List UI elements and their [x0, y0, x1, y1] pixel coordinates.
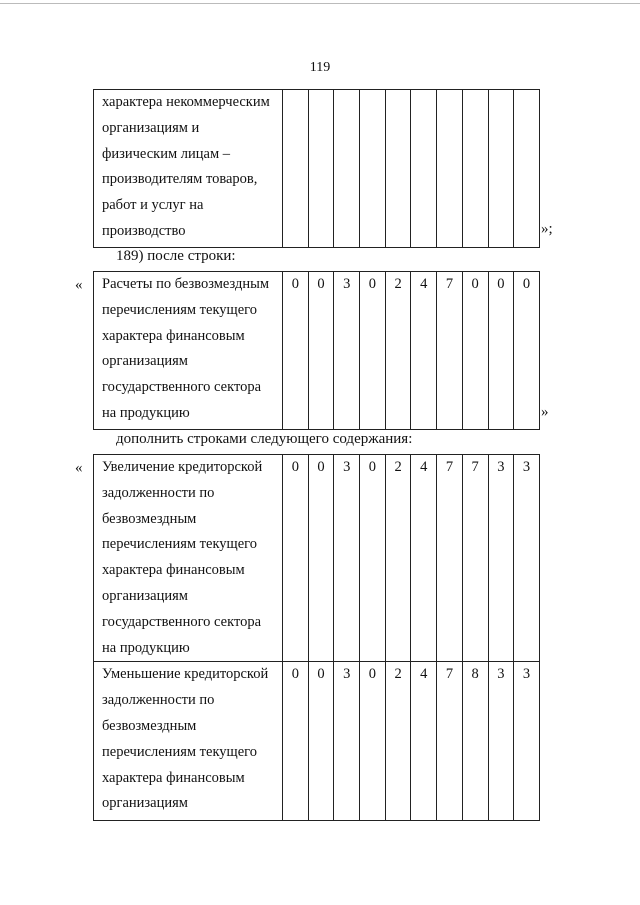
- desc-line: задолженности по: [102, 692, 215, 709]
- desc-line: физическим лицам –: [102, 145, 231, 162]
- code-digit-cell: 4: [411, 662, 437, 821]
- table-row: [94, 455, 540, 662]
- code-digit-cell: 7: [462, 455, 488, 662]
- desc-line: Уменьшение кредиторской: [102, 666, 269, 683]
- table-row: [94, 90, 540, 248]
- desc-line: перечислениям текущего: [102, 301, 257, 318]
- desc-line: Увеличение кредиторской: [102, 459, 263, 475]
- code-digit-cell: [514, 90, 540, 248]
- code-digit-cell: 4: [411, 455, 437, 662]
- desc-line: Расчеты по безвозмездным: [102, 276, 270, 292]
- table-row: [94, 272, 540, 430]
- row-description: [94, 662, 283, 821]
- desc-line: организациям и: [102, 119, 200, 136]
- code-digit-cell: [488, 90, 514, 248]
- desc-line: работ и услуг на: [102, 197, 204, 214]
- code-digit-cell: 3: [334, 455, 360, 662]
- closing-quote: »: [541, 404, 549, 420]
- table-new-rows: [93, 454, 540, 821]
- desc-line: характера финансовым: [102, 327, 245, 344]
- desc-line: безвозмездным: [102, 510, 197, 527]
- code-digit-cell: 0: [514, 272, 540, 430]
- desc-line: перечислениям текущего: [102, 743, 257, 760]
- opening-quote: «: [75, 277, 83, 293]
- code-digit-cell: [437, 90, 463, 248]
- desc-line: производство: [102, 222, 186, 239]
- code-digit-cell: [308, 90, 334, 248]
- code-digit-cell: 0: [283, 662, 309, 821]
- code-digit-cell: [283, 90, 309, 248]
- code-digit-cell: 0: [360, 272, 386, 430]
- desc-line: государственного сектора: [102, 613, 262, 630]
- code-digit-cell: [462, 90, 488, 248]
- desc-line: характера финансовым: [102, 562, 245, 579]
- code-digit-cell: 2: [385, 455, 411, 662]
- row-description: [94, 455, 283, 662]
- top-edge-line: [0, 3, 640, 4]
- code-digit-cell: [411, 90, 437, 248]
- page-number: 119: [309, 60, 331, 75]
- code-digit-cell: 4: [411, 272, 437, 430]
- desc-line: безвозмездным: [102, 717, 197, 734]
- table-reference-row: [93, 271, 540, 430]
- instruction-text: 189) после строки:: [116, 248, 236, 264]
- code-digit-cell: 7: [437, 272, 463, 430]
- code-digit-cell: 0: [283, 272, 309, 430]
- code-digit-cell: 0: [488, 272, 514, 430]
- code-digit-cell: 2: [385, 272, 411, 430]
- desc-line: перечислениям текущего: [102, 536, 257, 553]
- code-digit-cell: 3: [514, 455, 540, 662]
- code-digit-cell: [385, 90, 411, 248]
- row-description: [94, 272, 283, 430]
- instruction-text: дополнить строками следующего содержания:: [116, 431, 413, 447]
- desc-line: производителям товаров,: [102, 171, 258, 188]
- code-digit-cell: 3: [488, 455, 514, 662]
- table-continued-row: [93, 89, 540, 248]
- code-digit-cell: 3: [334, 662, 360, 821]
- opening-quote: «: [75, 460, 83, 476]
- desc-line: характера некоммерческим: [102, 94, 270, 110]
- code-digit-cell: 8: [462, 662, 488, 821]
- desc-line: организациям: [102, 587, 188, 604]
- desc-line: характера финансовым: [102, 769, 245, 786]
- closing-quote: »;: [541, 221, 553, 237]
- code-digit-cell: 7: [437, 455, 463, 662]
- code-digit-cell: 7: [437, 662, 463, 821]
- code-digit-cell: 0: [308, 662, 334, 821]
- desc-line: на продукцию: [102, 639, 190, 656]
- desc-line: организациям: [102, 353, 188, 370]
- desc-line: государственного сектора: [102, 379, 262, 396]
- code-digit-cell: 0: [308, 455, 334, 662]
- code-digit-cell: 3: [334, 272, 360, 430]
- code-digit-cell: [360, 90, 386, 248]
- code-digit-cell: 3: [488, 662, 514, 821]
- code-digit-cell: 3: [514, 662, 540, 821]
- code-digit-cell: 0: [360, 662, 386, 821]
- code-digit-cell: 0: [283, 455, 309, 662]
- code-digit-cell: 0: [462, 272, 488, 430]
- desc-line: задолженности по: [102, 484, 215, 501]
- code-digit-cell: [334, 90, 360, 248]
- code-digit-cell: 2: [385, 662, 411, 821]
- table-row: [94, 662, 540, 821]
- desc-line: организациям: [102, 795, 188, 812]
- code-digit-cell: 0: [308, 272, 334, 430]
- row-description: [94, 90, 283, 248]
- desc-line: на продукцию: [102, 404, 190, 421]
- code-digit-cell: 0: [360, 455, 386, 662]
